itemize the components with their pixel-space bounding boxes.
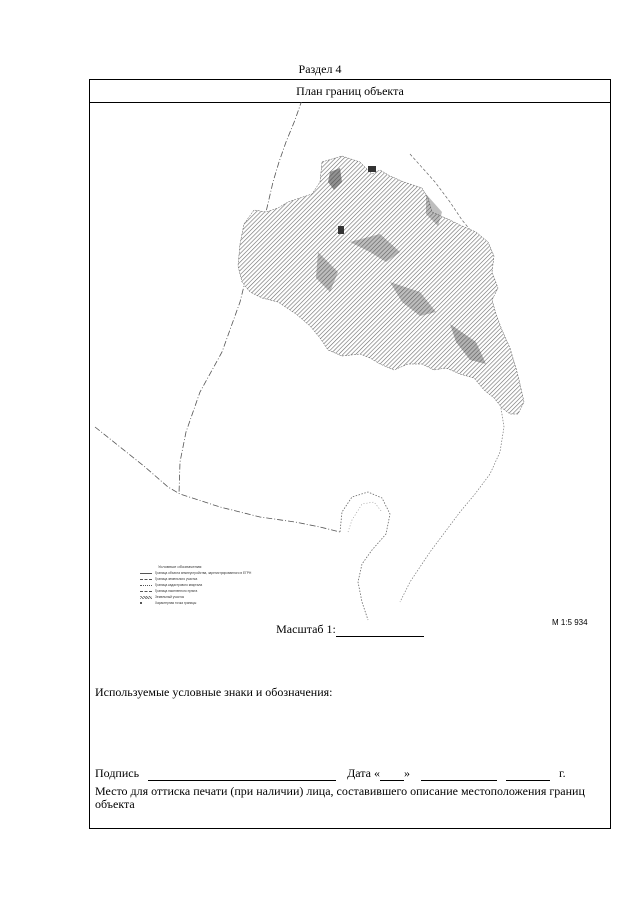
- boundary-line-river-2: [348, 502, 382, 532]
- scale-input-line[interactable]: [336, 623, 424, 637]
- plan-header: План границ объекта: [90, 80, 610, 103]
- date-close: »: [404, 766, 410, 780]
- dash-line-symbol-icon: [140, 591, 152, 592]
- legend-item: Характерная точка границы: [140, 600, 320, 606]
- sign-label: Подпись: [95, 766, 140, 780]
- scale-row: [90, 622, 610, 637]
- land-parcel: [238, 156, 524, 414]
- signature-line[interactable]: [148, 768, 336, 781]
- date-label: Дата «: [347, 766, 380, 780]
- boundary-line-river: [340, 492, 390, 620]
- plan-frame: [89, 79, 611, 829]
- date-month-line[interactable]: [421, 768, 497, 781]
- scale-label: Масштаб 1:: [276, 622, 336, 636]
- legend-item: Граница населенного пункта: [140, 588, 320, 594]
- stamp-text: Место для оттиска печати (при наличии) лица, составившего описание местоположения границ объекта: [95, 784, 585, 811]
- dot-line-symbol-icon: [140, 585, 152, 586]
- map-drawing: [90, 102, 610, 622]
- boundary-line-southwest: [95, 427, 340, 532]
- dash-line-symbol-icon: [140, 579, 152, 580]
- point-symbol-icon: [140, 602, 142, 604]
- legend-title: Условные обозначения:: [158, 564, 203, 569]
- legend-item: Граница кадастрового квартала: [140, 582, 320, 588]
- line-symbol-icon: [140, 573, 152, 574]
- parcel-building-2: [368, 166, 376, 172]
- signature-row: [95, 766, 566, 781]
- boundary-map: [90, 102, 610, 627]
- legend-item: Земельный участок: [140, 594, 320, 600]
- year-suffix: г.: [559, 766, 566, 780]
- map-scale-ratio: М 1:5 934: [552, 618, 588, 627]
- legend-item: Граница объекта землеустройства, зарегистрированного в ЕГРН: [140, 570, 320, 576]
- map-legend: [140, 564, 320, 606]
- date-year-line[interactable]: [506, 768, 550, 781]
- parcel-building: [338, 226, 344, 234]
- section-title: Раздел 4: [298, 62, 342, 76]
- hatch-symbol-icon: [140, 596, 152, 599]
- legend-item: Граница земельного участка: [140, 576, 320, 582]
- date-day-line[interactable]: [380, 768, 404, 781]
- legend-label: Используемые условные знаки и обозначения:: [95, 685, 333, 699]
- boundary-line-southeast: [400, 402, 504, 602]
